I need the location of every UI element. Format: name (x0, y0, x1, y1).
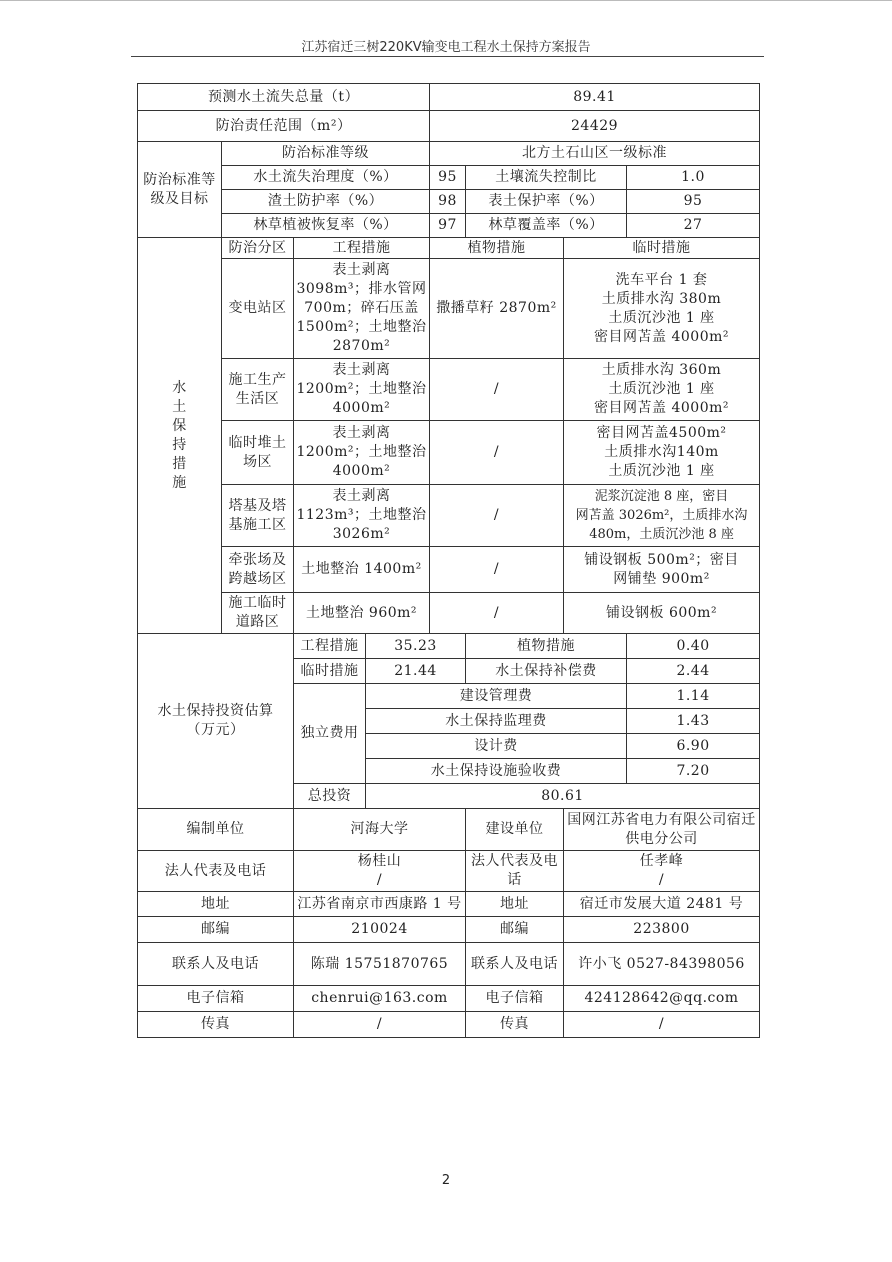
investment-row-eng (138, 634, 760, 659)
plan-summary-table (137, 83, 760, 1038)
temporary-measures: 洗车平台 1 套 土质排水沟 380m 土质沉沙池 1 座 密目网苫盖 4000m² (564, 259, 760, 359)
contact-label: 联系人及电话 (138, 943, 294, 986)
independent-cost-value: 1.14 (627, 684, 760, 709)
contact-person-row (138, 943, 760, 986)
vegetation-measures: 撒播草籽 2870m² (430, 259, 564, 359)
responsibility-range-label: 防治责任范围（m²） (138, 111, 430, 142)
vegetation-measures: / (430, 547, 564, 593)
loss-total-value: 89.41 (430, 84, 760, 111)
vegetation-measures: / (430, 421, 564, 485)
zone-header: 防治分区 (222, 238, 294, 259)
contact-value: 任孝峰 / (564, 851, 760, 892)
measure-row-substation (138, 259, 760, 359)
contact-label: 电子信箱 (466, 986, 564, 1012)
target-value: 97 (430, 214, 466, 238)
zone-name: 塔基及塔基施工区 (222, 485, 294, 547)
contact-label: 地址 (138, 892, 294, 917)
contact-label: 法人代表及电话 (466, 851, 564, 892)
contact-label: 建设单位 (466, 809, 564, 851)
contact-label: 联系人及电话 (466, 943, 564, 986)
independent-cost-item: 水土保持监理费 (366, 709, 627, 734)
investment-label: 临时措施 (294, 659, 366, 684)
contact-label: 传真 (466, 1012, 564, 1038)
investment-label: 水土保持补偿费 (466, 659, 627, 684)
vegetation-measures: / (430, 593, 564, 634)
measure-row-tension-crossing (138, 547, 760, 593)
measure-row-construction-living (138, 359, 760, 421)
zone-name: 牵张场及跨越场区 (222, 547, 294, 593)
contact-value: 江苏省南京市西康路 1 号 (294, 892, 466, 917)
target-label: 渣土防护率（%） (222, 190, 430, 214)
measure-row-tower-base (138, 485, 760, 547)
vegetation-measures: / (430, 359, 564, 421)
contact-value: / (564, 1012, 760, 1038)
contact-label: 法人代表及电话 (138, 851, 294, 892)
contact-value: 河海大学 (294, 809, 466, 851)
contact-value: 许小飞 0527-84398056 (564, 943, 760, 986)
contact-value: 宿迁市发展大道 2481 号 (564, 892, 760, 917)
zone-name: 变电站区 (222, 259, 294, 359)
independent-cost-label: 独立费用 (294, 684, 366, 784)
measure-row-temp-soil-yard (138, 421, 760, 485)
contact-value: 424128642@qq.com (564, 986, 760, 1012)
temporary-measures: 土质排水沟 360m 土质沉沙池 1 座 密目网苫盖 4000m² (564, 359, 760, 421)
responsibility-range-row (138, 111, 760, 142)
email-row (138, 986, 760, 1012)
temporary-measures: 铺设钢板 600m² (564, 593, 760, 634)
target-label: 林草植被恢复率（%） (222, 214, 430, 238)
target-value: 95 (627, 190, 760, 214)
contact-value: 223800 (564, 917, 760, 943)
engineering-header: 工程措施 (294, 238, 430, 259)
independent-cost-item: 水土保持设施验收费 (366, 759, 627, 784)
contact-label: 邮编 (138, 917, 294, 943)
independent-cost-value: 1.43 (627, 709, 760, 734)
target-label: 水土流失治理度（%） (222, 166, 430, 190)
temporary-measures: 铺设钢板 500m²；密目 网铺垫 900m² (564, 547, 760, 593)
total-investment-value: 80.61 (366, 784, 760, 809)
standard-target-row (138, 190, 760, 214)
investment-label: 植物措施 (466, 634, 627, 659)
contact-label: 传真 (138, 1012, 294, 1038)
measures-side-label: 水土保持措施 (138, 238, 222, 634)
temporary-header: 临时措施 (564, 238, 760, 259)
temporary-measures: 泥浆沉淀池 8 座，密目 网苫盖 3026m²，土质排水沟 480m，土质沉沙池 8 座 (564, 485, 760, 547)
zone-name: 施工生产生活区 (222, 359, 294, 421)
standard-level-row (138, 142, 760, 166)
engineering-measures: 土地整治 1400m² (294, 547, 430, 593)
engineering-measures: 表土剥离 3098m³；排水管网 700m；碎石压盖 1500m²；土地整治 2870m² (294, 259, 430, 359)
investment-side-label: 水土保持投资估算（万元） (138, 634, 294, 809)
investment-label: 工程措施 (294, 634, 366, 659)
zone-name: 临时堆土场区 (222, 421, 294, 485)
total-investment-label: 总投资 (294, 784, 366, 809)
target-label: 林草覆盖率（%） (466, 214, 627, 238)
contact-label: 编制单位 (138, 809, 294, 851)
contact-value: / (294, 1012, 466, 1038)
contact-label: 邮编 (466, 917, 564, 943)
loss-total-row (138, 84, 760, 111)
target-value: 1.0 (627, 166, 760, 190)
measure-row-temp-road (138, 593, 760, 634)
independent-cost-item: 设计费 (366, 734, 627, 759)
independent-cost-value: 6.90 (627, 734, 760, 759)
standard-target-row (138, 214, 760, 238)
vegetation-measures: / (430, 485, 564, 547)
page-header-title: 江苏宿迁三树220KV输变电工程水土保持方案报告 (301, 40, 591, 55)
independent-cost-value: 7.20 (627, 759, 760, 784)
header-rule (131, 56, 764, 57)
investment-value: 2.44 (627, 659, 760, 684)
page-top-border (0, 0, 892, 1)
standard-level-label: 防治标准等级 (222, 142, 430, 166)
standard-target-row (138, 166, 760, 190)
temporary-measures: 密目网苫盖4500m² 土质排水沟140m 土质沉沙池 1 座 (564, 421, 760, 485)
measures-header-row (138, 238, 760, 259)
engineering-measures: 表土剥离 1200m²；土地整治 4000m² (294, 421, 430, 485)
vegetation-header: 植物措施 (430, 238, 564, 259)
fax-row (138, 1012, 760, 1038)
zone-name: 施工临时道路区 (222, 593, 294, 634)
org-row (138, 809, 760, 851)
investment-value: 35.23 (366, 634, 466, 659)
independent-cost-item: 建设管理费 (366, 684, 627, 709)
responsibility-range-value: 24429 (430, 111, 760, 142)
target-value: 27 (627, 214, 760, 238)
loss-total-label: 预测水土流失总量（t） (138, 84, 430, 111)
contact-value: 国网江苏省电力有限公司宿迁供电分公司 (564, 809, 760, 851)
contact-value: 210024 (294, 917, 466, 943)
standard-level-value: 北方土石山区一级标准 (430, 142, 760, 166)
contact-value: 杨桂山 / (294, 851, 466, 892)
contact-value: 陈瑞 15751870765 (294, 943, 466, 986)
target-label: 表土保护率（%） (466, 190, 627, 214)
engineering-measures: 表土剥离 1200m²；土地整治 4000m² (294, 359, 430, 421)
target-value: 98 (430, 190, 466, 214)
investment-value: 21.44 (366, 659, 466, 684)
target-value: 95 (430, 166, 466, 190)
investment-value: 0.40 (627, 634, 760, 659)
page-number: 2 (441, 1173, 451, 1188)
contact-label: 地址 (466, 892, 564, 917)
contact-value: chenrui@163.com (294, 986, 466, 1012)
standards-side-label: 防治标准等级及目标 (138, 142, 222, 238)
legal-rep-row (138, 851, 760, 892)
postcode-row (138, 917, 760, 943)
address-row (138, 892, 760, 917)
engineering-measures: 表土剥离 1123m³；土地整治 3026m² (294, 485, 430, 547)
contact-label: 电子信箱 (138, 986, 294, 1012)
engineering-measures: 土地整治 960m² (294, 593, 430, 634)
target-label: 土壤流失控制比 (466, 166, 627, 190)
